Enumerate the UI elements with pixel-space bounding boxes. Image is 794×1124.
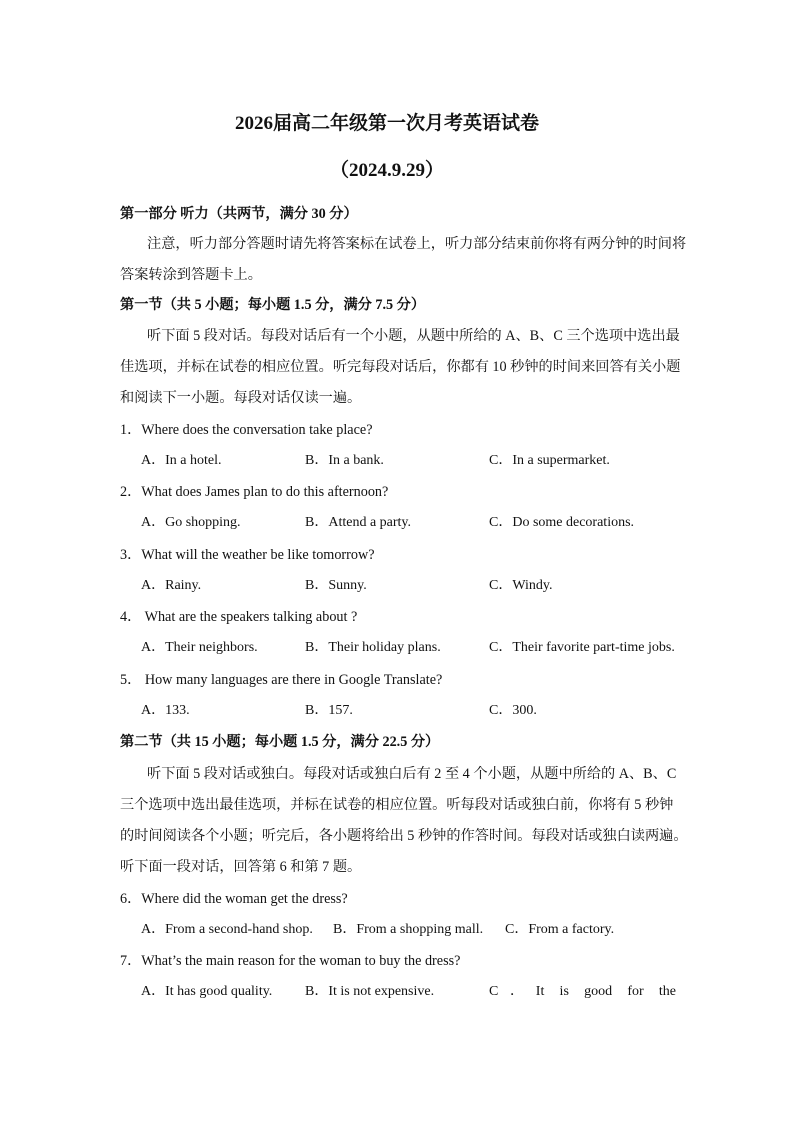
part1-note-line2: 答案转涂到答题卡上。 (120, 267, 262, 283)
section1-instr-line3: 和阅读下一小题。每段对话仅读一遍。 (120, 390, 362, 406)
q4-option-c: C．Their favorite part-time jobs. (489, 640, 675, 655)
part1-heading: 第一部分 听力（共两节，满分 30 分） (120, 206, 358, 222)
q5-option-c: C．300. (489, 703, 537, 718)
q3-option-b: B．Sunny. (305, 578, 367, 593)
section2-heading: 第二节（共 15 小题；每小题 1.5 分，满分 22.5 分） (120, 734, 440, 750)
question-7: 7．What’s the main reason for the woman to buy the dress? (120, 953, 461, 969)
q4-option-a: A．Their neighbors. (141, 640, 258, 655)
part1-note-line1: 注意，听力部分答题时请先将答案标在试卷上，听力部分结束前你将有两分钟的时间将 (147, 236, 687, 252)
q2-option-b: B．Attend a party. (305, 515, 412, 530)
q6-option-a: A．From a second-hand shop. (141, 922, 313, 937)
q6-option-c: C．From a factory. (505, 922, 615, 937)
q5-option-b: B．157. (305, 703, 353, 718)
q1-option-c: C．In a supermarket. (489, 453, 610, 468)
question-4: 4． What are the speakers talking about ? (120, 609, 358, 625)
question-1: 1．Where does the conversation take place? (120, 422, 373, 438)
q7-option-b: B．It is not expensive. (305, 984, 435, 999)
section1-instr-line2: 佳选项，并标在试卷的相应位置。听完每段对话后，你都有 10 秒钟的时间来回答有关小题 (120, 359, 681, 375)
section2-instr-line4: 听下面一段对话，回答第 6 和第 7 题。 (120, 859, 362, 875)
section2-instr-line2: 三个选项中选出最佳选项，并标在试卷的相应位置。听每段对话或独白前，你将有 5 秒钟 (120, 797, 674, 813)
q5-option-a: A．133. (141, 703, 190, 718)
section1-instr-line1: 听下面 5 段对话。每段对话后有一个小题，从题中所给的 A、B、C 三个选项中选出最 (147, 328, 680, 344)
q3-option-c: C．Windy. (489, 578, 553, 593)
q4-option-b: B．Their holiday plans. (305, 640, 441, 655)
question-2: 2．What does James plan to do this afternoon? (120, 484, 389, 500)
q6-option-b: B．From a shopping mall. (333, 922, 484, 937)
section2-instr-line3: 的时间阅读各个小题；听完后，各小题将给出 5 秒钟的作答时间。每段对话或独白读两遍。 (120, 828, 688, 844)
question-6: 6．Where did the woman get the dress? (120, 891, 348, 907)
question-5: 5． How many languages are there in Google Translate? (120, 672, 443, 688)
q7-option-c: C．It is good for the (489, 984, 676, 999)
section2-instr-line1: 听下面 5 段对话或独白。每段对话或独白后有 2 至 4 个小题，从题中所给的 A、B、C (147, 766, 677, 782)
q2-option-c: C．Do some decorations. (489, 515, 635, 530)
q1-option-b: B．In a bank. (305, 453, 384, 468)
question-3: 3．What will the weather be like tomorrow? (120, 547, 375, 563)
q7-option-a: A．It has good quality. (141, 984, 273, 999)
exam-title: 2026届高二年级第一次月考英语试卷 (234, 113, 539, 134)
q2-option-a: A．Go shopping. (141, 515, 241, 530)
section1-heading: 第一节（共 5 小题；每小题 1.5 分，满分 7.5 分） (120, 297, 426, 313)
exam-date: （2024.9.29） (329, 160, 444, 181)
q1-option-a: A．In a hotel. (141, 453, 222, 468)
q3-option-a: A．Rainy. (141, 578, 202, 593)
